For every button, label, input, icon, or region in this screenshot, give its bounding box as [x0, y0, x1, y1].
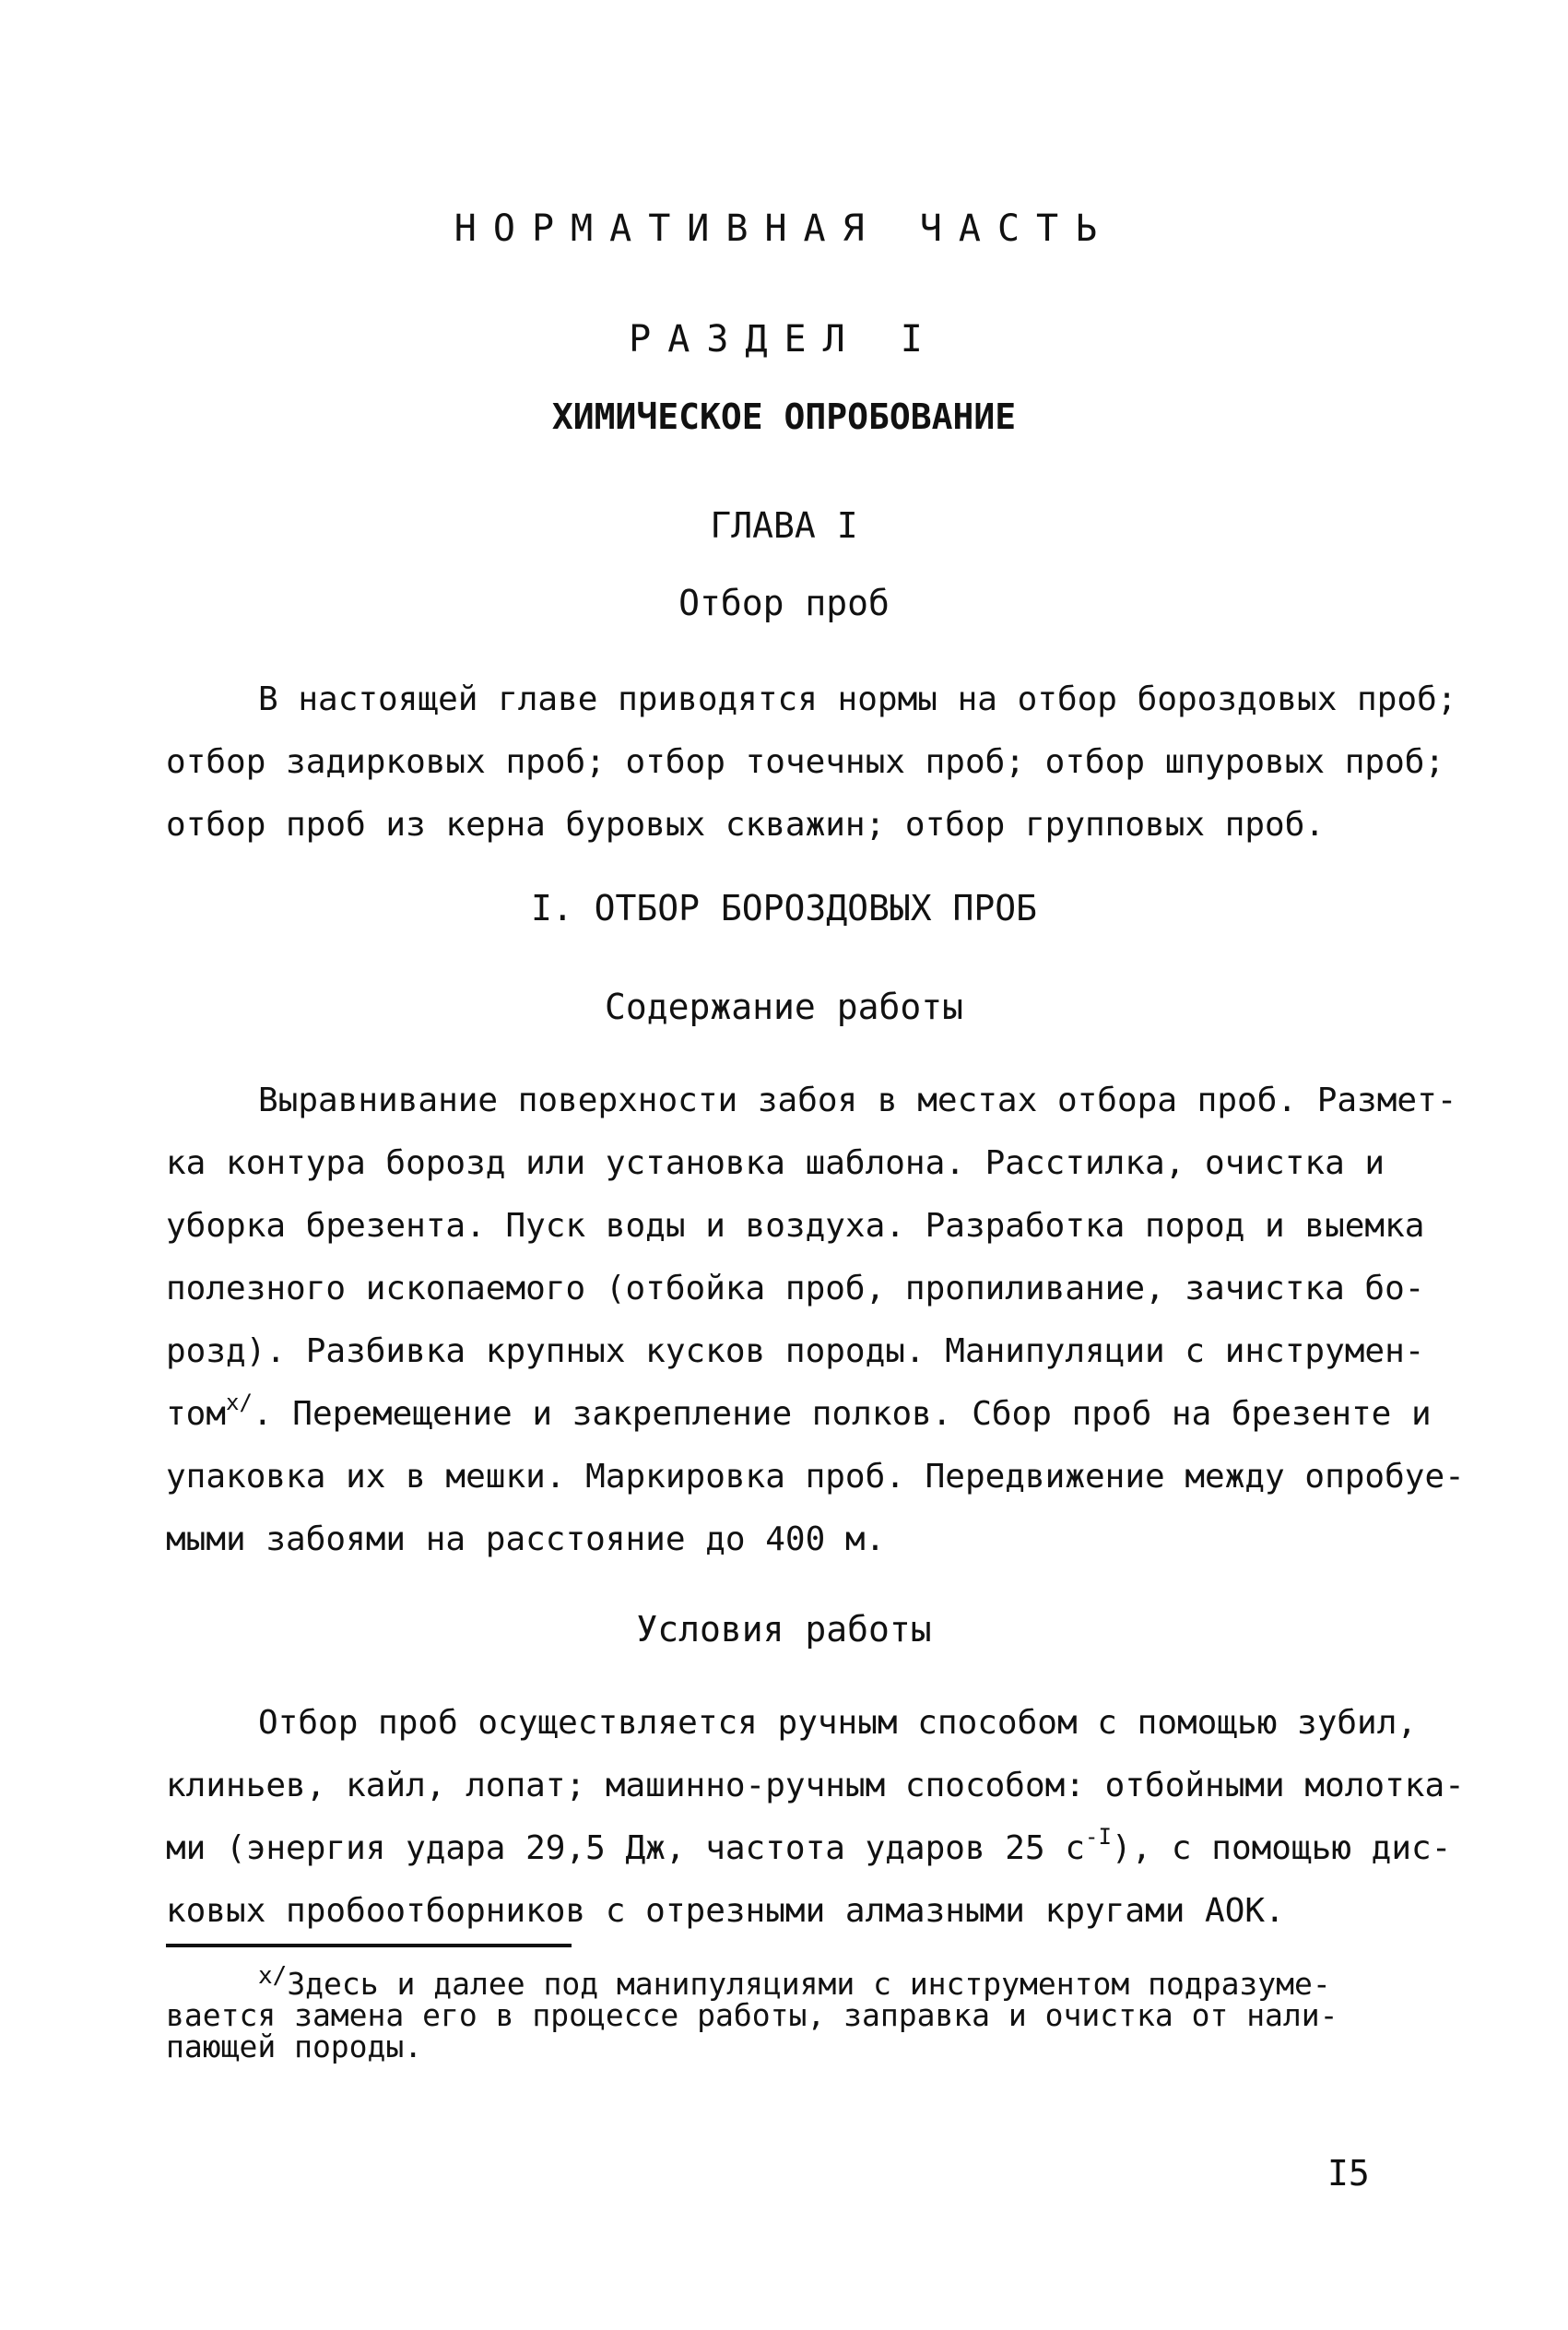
footnote-line: пающей породы.	[166, 2028, 423, 2064]
footnote-line	[166, 1962, 1410, 2002]
paragraph-line: уборка брезента. Пуск воды и воздуха. Разработка пород и выемка	[166, 1207, 1425, 1245]
paragraph-line: ка контура борозд или установка шаблона. Расстилка, очистка и	[166, 1144, 1385, 1182]
paragraph-line-with-superscript	[166, 1817, 1452, 1880]
work-conditions-paragraph	[166, 1692, 1465, 1943]
intro-line: В настоящей главе приводятся нормы на отбор бороздовых проб;	[258, 680, 1457, 718]
page-number: I5	[1327, 2153, 1370, 2194]
footnote-divider	[166, 1944, 572, 1947]
work-conditions-heading: Условия работы	[636, 1609, 932, 1650]
footnote-marker: х/	[258, 1962, 288, 1990]
paragraph-line: мыми забоями на расстояние до 400 м.	[166, 1520, 886, 1558]
intro-line: отбор проб из керна буровых скважин; отбор групповых проб.	[166, 806, 1326, 844]
paragraph-line: Отбор проб осуществляется ручным способом с помощью зубил,	[258, 1704, 1418, 1742]
paragraph-line: Выравнивание поверхности забоя в местах отбора проб. Размет-	[258, 1082, 1457, 1119]
paragraph-line: клиньев, кайл, лопат; машинно-ручным способом: отбойными молотка-	[166, 1767, 1465, 1804]
paragraph-line: полезного ископаемого (отбойка проб, пропиливание, зачистка бо-	[166, 1270, 1425, 1307]
work-content-heading: Содержание работы	[605, 987, 963, 1027]
line-text: . Перемещение и закрепление полков. Сбор проб на брезенте и	[252, 1395, 1432, 1433]
footnote-reference: х/	[226, 1390, 253, 1415]
unit-exponent: -I	[1085, 1824, 1112, 1850]
line-text: Здесь и далее под манипуляциями с инструментом подразуме-	[287, 1966, 1331, 2002]
section-heading: РАЗДЕЛ I	[629, 318, 939, 361]
intro-line: отбор задирковых проб; отбор точечных проб; отбор шпуровых проб;	[166, 743, 1445, 781]
line-text: том	[166, 1395, 227, 1433]
line-text: ), с помощью дис-	[1111, 1829, 1452, 1867]
subsection-heading: I. ОТБОР БОРОЗДОВЫХ ПРОБ	[530, 888, 1038, 928]
paragraph-line: розд). Разбивка крупных кусков породы. Манипуляции с инструмен-	[166, 1332, 1425, 1370]
part-heading: НОРМАТИВНАЯ ЧАСТЬ	[454, 207, 1114, 250]
line-text: ми (энергия удара 29,5 Дж, частота ударов 25 с	[166, 1829, 1085, 1867]
paragraph-line-with-footnote-ref	[166, 1383, 1432, 1446]
intro-paragraph	[166, 668, 1457, 857]
footnote	[166, 1962, 1410, 2064]
paragraph-line: упаковка их в мешки. Маркировка проб. Передвижение между опробуе-	[166, 1458, 1465, 1496]
chapter-heading: ГЛАВА I	[710, 505, 858, 546]
chapter-title: Отбор проб	[678, 583, 890, 623]
paragraph-line: ковых пробоотборников с отрезными алмазными кругами АОК.	[166, 1892, 1285, 1930]
section-title: ХИМИЧЕСКОЕ ОПРОБОВАНИЕ	[551, 396, 1017, 437]
footnote-line: вается замена его в процессе работы, заправка и очистка от нали-	[166, 1997, 1338, 2033]
work-content-paragraph	[166, 1070, 1465, 1571]
